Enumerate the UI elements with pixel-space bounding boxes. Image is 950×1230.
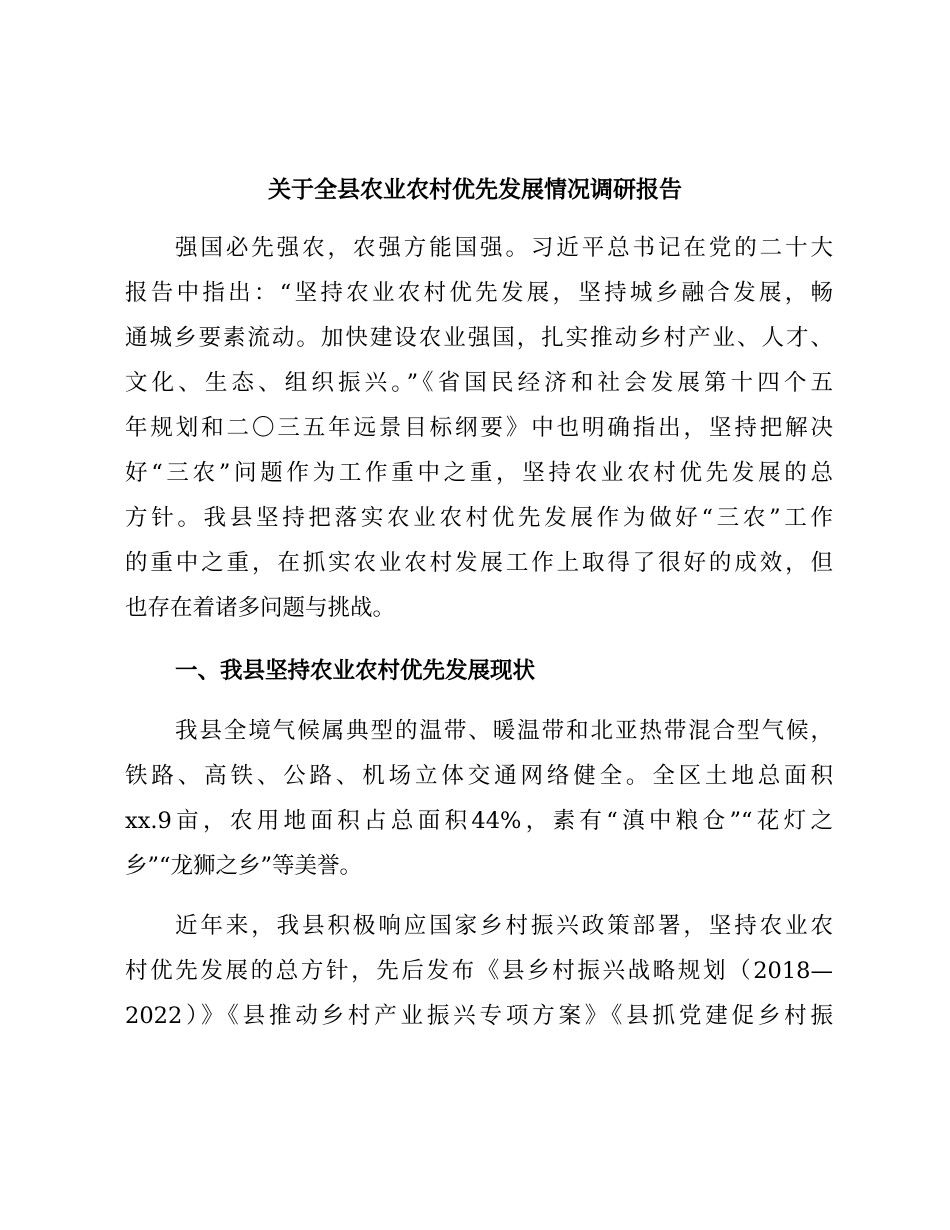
paragraph-1-line: 好“三农”问题作为工作重中之重，坚持农业农村优先发展的总 [125,460,833,486]
paragraph-1-line: 的重中之重，在抓实农业农村发展工作上取得了很好的成效，但 [125,550,833,576]
paragraph-3-line: 村优先发展的总方针，先后发布《县乡村振兴战略规划（2018— [125,958,833,984]
paragraph-1-line: 强国必先强农，农强方能国强。习近平总书记在党的二十大 [175,235,833,261]
paragraph-3-line: 近年来，我县积极响应国家乡村振兴政策部署，坚持农业农 [175,913,833,939]
paragraph-2-line: 乡”“龙狮之乡”等美誉。 [125,853,363,879]
paragraph-1-line: 方针。我县坚持把落实农业农村优先发展作为做好“三农”工作 [125,505,833,531]
paragraph-1-line: 通城乡要素流动。加快建设农业强国，扎实推动乡村产业、人才、 [125,325,833,351]
paragraph-2-line: 我县全境气候属典型的温带、暖温带和北亚热带混合型气候， [175,718,833,744]
document-title: 关于全县农业农村优先发展情况调研报告 [268,176,682,203]
section-1-heading: 一、我县坚持农业农村优先发展现状 [175,658,536,684]
paragraph-1-line: 报告中指出：“坚持农业农村优先发展，坚持城乡融合发展，畅 [125,280,833,306]
paragraph-3-line: 2022）》《县推动乡村产业振兴专项方案》《县抓党建促乡村振 [125,1003,833,1029]
paragraph-2-line: 铁路、高铁、公路、机场立体交通网络健全。全区土地总面积 [125,763,833,789]
paragraph-1-line: 也存在着诸多问题与挑战。 [125,595,396,621]
paragraph-1-line: 文化、生态、组织振兴。”《省国民经济和社会发展第十四个五 [125,370,833,396]
paragraph-2-line: xx.9亩，农用地面积占总面积44%，素有“滇中粮仓”“花灯之 [125,808,833,834]
paragraph-1-line: 年规划和二〇三五年远景目标纲要》中也明确指出，坚持把解决 [125,415,833,441]
